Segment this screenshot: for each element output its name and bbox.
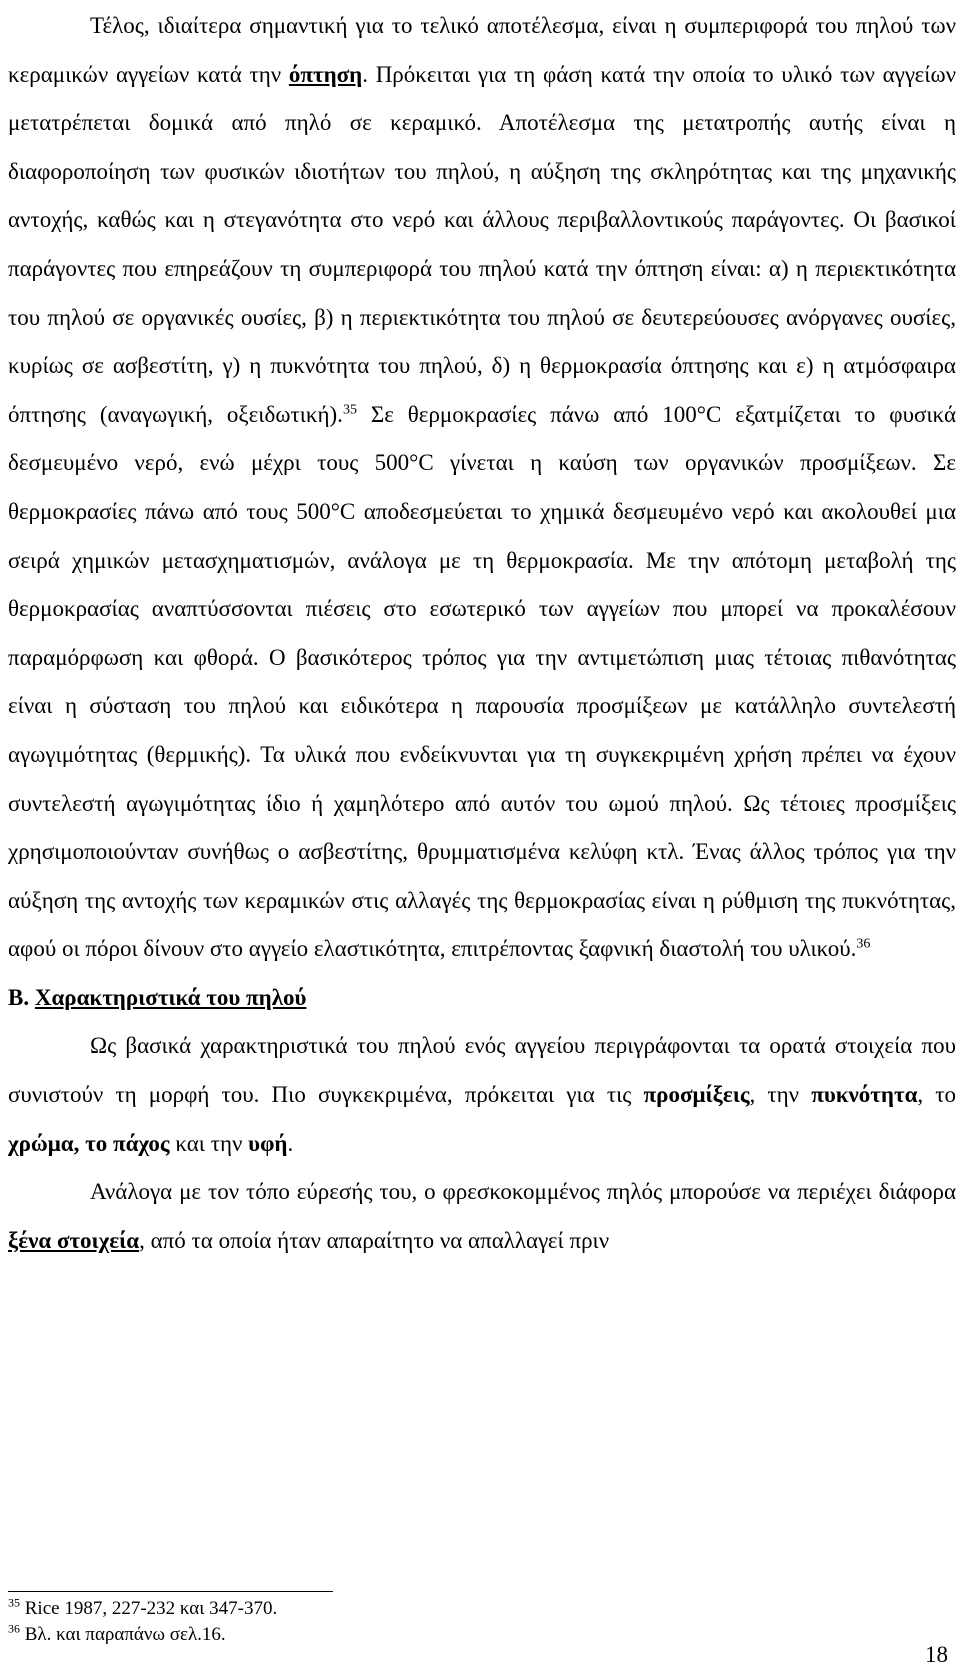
term-inclusions: προσμίξεις (643, 1082, 750, 1108)
term-density: πυκνότητα (811, 1082, 918, 1108)
text-segment: Τέλος, ιδιαίτερα σημαντική για το τελικό αποτέλεσμα, είναι η συμπεριφορά του πηλού των κεραμικών αγγείων κατά την (8, 13, 956, 87)
footnote-ref-35[interactable]: 35 (342, 402, 357, 418)
paragraph-foreign-elements (8, 1168, 956, 1265)
text-segment: και την (169, 1130, 249, 1156)
footnote-number: 36 (8, 1621, 20, 1636)
footnote-36 (8, 1622, 908, 1648)
section-heading (8, 974, 956, 1023)
section-letter: Β. (8, 984, 35, 1010)
text-segment: Ανάλογα με τον τόπο εύρεσής του, ο φρεσκοκομμένος πηλός μπορούσε να περιέχει διάφορα (90, 1179, 956, 1205)
text-segment: , την (749, 1082, 812, 1108)
section-title: Χαρακτηριστικά του πηλού (34, 984, 307, 1010)
footnote-number: 35 (8, 1595, 20, 1610)
footnote-separator (8, 1591, 333, 1592)
footnote-text: Βλ. και παραπάνω σελ.16. (20, 1624, 226, 1645)
text-segment: Σε θερμοκρασίες πάνω από 100°C εξατμίζεται το φυσικά δεσμευμένο νερό, ενώ μέχρι τους 500°C γίνεται η καύση των οργανικών προσμίξεων. Σε θερμοκρασίες πάνω από τους 500°C αποδεσμεύεται το χημικά δεσμευμένο νερό και ακολουθεί μια σειρά χημικών μετασχηματισμών, ανάλογα με τη θερμοκρασία. Με την απότομη μεταβολή της θερμοκρασίας αναπτύσσονται πιέσεις στο εσωτερικό των αγγείων που μπορεί να προκαλέσουν παραμόρφωση και φθορά. Ο βασικότερος τρόπος για την αντιμετώπιση μιας τέτοιας πιθανότητας είναι η σύσταση του πηλού και ειδικότερα η παρουσία προσμίξεων με κατάλληλο συντελεστή αγωγιμότητας (θερμικής). Τα υλικά που ενδείκνυνται για τη συγκεκριμένη χρήση πρέπει να έχουν συντελεστή αγωγιμότητας ίδιο ή χαμηλότερο από αυτόν του ωμού πηλού. Ως τέτοιες προσμίξεις χρησιμοποιούνταν συνήθως ο ασβεστίτης, θρυμματισμένα κελύφη κτλ. Ένας άλλος τρόπος για την αύξηση της αντοχής των κεραμικών στις αλλαγές της θερμοκρασίας είναι η ρύθμιση της πυκνότητας, αφού οι πόροι δίνουν στο αγγείο ελαστικότητα, επιτρέποντας ξαφνική διαστολή του υλικού. (8, 401, 956, 962)
body-text (8, 2, 956, 1265)
footnote-35 (8, 1596, 908, 1622)
term-color-thickness: χρώμα, το πάχος (8, 1130, 170, 1156)
text-segment: , από τα οποία ήταν απαραίτητο να απαλλαγεί πριν (139, 1227, 610, 1253)
paragraph-characteristics (8, 1022, 956, 1168)
text-segment: Ως βασικά χαρακτηριστικά του πηλού ενός αγγείου περιγράφονται τα ορατά στοιχεία που συνιστούν τη μορφή του. Πιο συγκεκριμένα, πρόκειται για τις (8, 1033, 956, 1108)
term-texture: υφή (248, 1130, 288, 1156)
term-firing: όπτηση (288, 61, 363, 87)
footnotes (8, 1596, 908, 1648)
paragraph-firing (8, 2, 956, 974)
text-segment: . Πρόκειται για τη φάση κατά την οποία το υλικό των αγγείων μετατρέπεται δομικά από πηλό σε κεραμικό. Αποτέλεσμα της μετατροπής αυτής είναι η διαφοροποίηση των φυσικών ιδιοτήτων του πηλού, η αύξηση της σκληρότητας και της μηχανικής αντοχής, καθώς και η στεγανότητα στο νερό και άλλους περιβαλλοντικούς παράγοντες. Οι βασικοί παράγοντες που επηρεάζουν τη συμπεριφορά του πηλού κατά την όπτηση είναι: α) η περιεκτικότητα του πηλού σε οργανικές ουσίες, β) η περιεκτικότητα του πηλού σε δευτερεύουσες ανόργανες ουσίες, κυρίως σε ασβεστίτη, γ) η πυκνότητα του πηλού, δ) η θερμοκρασία όπτησης και ε) η ατμόσφαιρα όπτησης (αναγωγική, οξειδωτική). (8, 61, 956, 427)
text-segment: . (287, 1130, 294, 1156)
text-segment: , το (917, 1082, 957, 1108)
footnote-text: Rice 1987, 227-232 και 347-370. (20, 1598, 278, 1619)
page-number: 18 (925, 1642, 948, 1667)
term-foreign-elements: ξένα στοιχεία (8, 1227, 140, 1253)
footnote-ref-36[interactable]: 36 (856, 936, 871, 952)
